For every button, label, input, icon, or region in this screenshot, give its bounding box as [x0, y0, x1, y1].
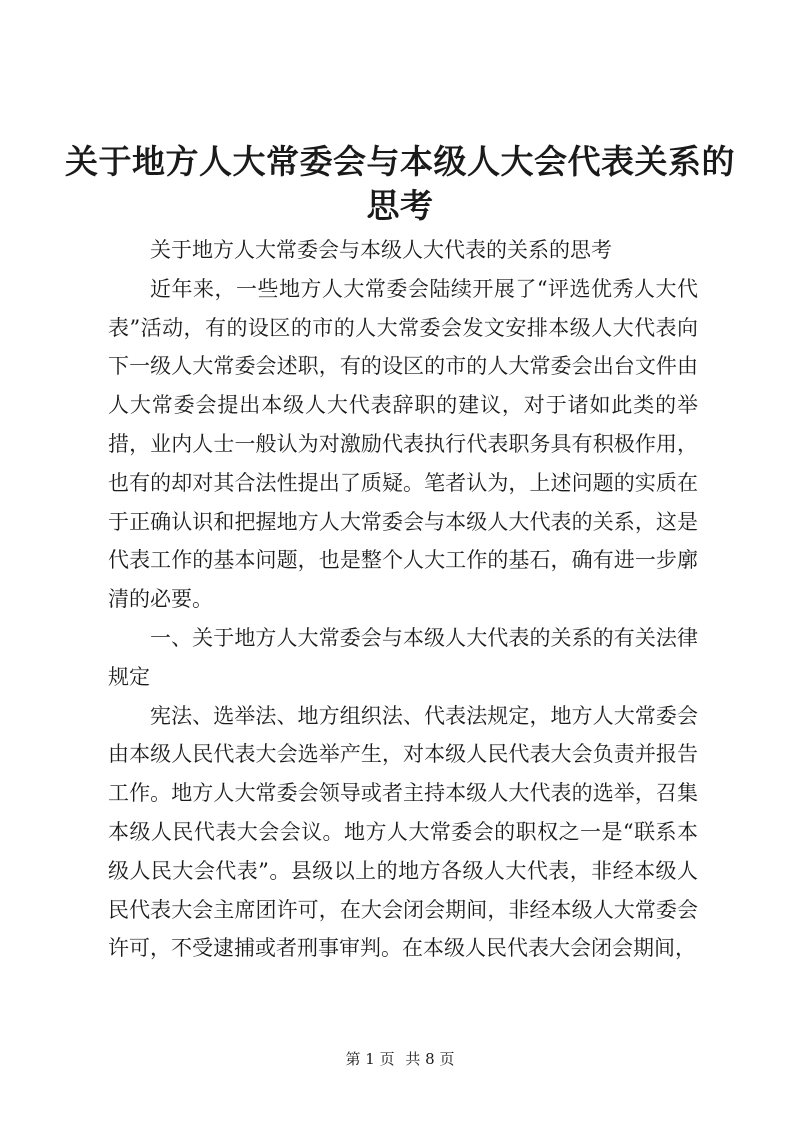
subtitle-paragraph: 关于地方人大常委会与本级人大代表的关系的思考: [150, 238, 612, 262]
page-total: 共 8 页: [405, 1050, 455, 1068]
document-body: [108, 231, 698, 968]
page-footer: [0, 1049, 800, 1069]
body-paragraph: 宪法、选举法、地方组织法、代表法规定，地方人大常委会由本级人民代表大会选举产生，对本级人民代表大会负责并报告工作。地方人大常委会领导或者主持本级人大代表的选举，召集本级人民代表大会会议。地方人大常委会的职权之一是“联系本级人民大会代表”。县级以上的地方各级人大代表，非经本级人民代表大会主席团许可，在大会闭会期间，非经本级人大常委会许可，不受逮捕或者刑事审判。在本级人民代表大会闭会期间，: [108, 703, 698, 961]
section-heading: 一、关于地方人大常委会与本级人大代表的关系的有关法律规定: [108, 625, 698, 689]
body-paragraph: 近年来，一些地方人大常委会陆续开展了“评选优秀人大代表”活动，有的设区的市的人大常委会发文安排本级人大代表向下一级人大常委会述职，有的设区的市的人大常委会出台文件由人大常委会提出本级人大代表辞职的建议，对于诸如此类的举措，业内人士一般认为对激励代表执行代表职务具有积极作用，也有的却对其合法性提出了质疑。笔者认为，上述问题的实质在于正确认识和把握地方人大常委会与本级人大代表的关系，这是代表工作的基本问题，也是整个人大工作的基石，确有进一步廓清的必要。: [108, 276, 698, 612]
document-title: 关于地方人大常委会与本级人大会代表关系的思考: [65, 142, 735, 225]
page-number: 第 1 页: [345, 1050, 395, 1068]
